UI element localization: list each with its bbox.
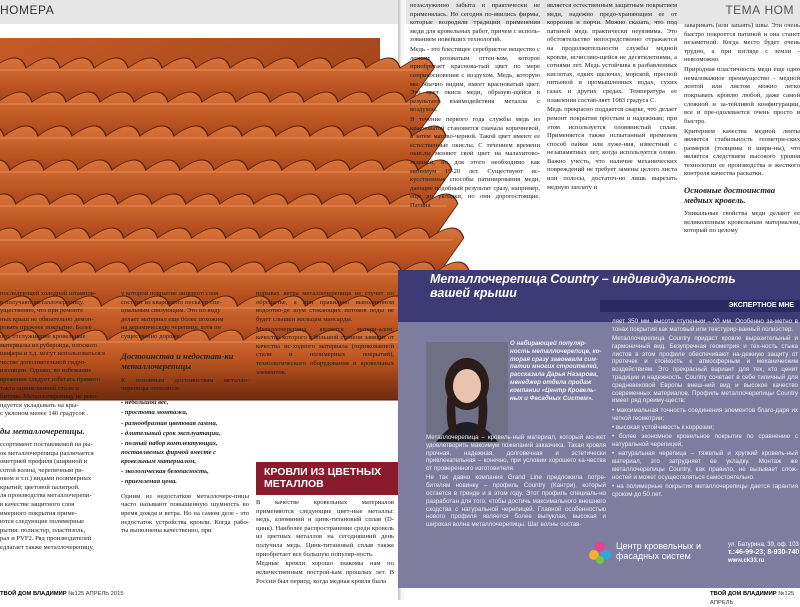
col1b-line-5: крытий; цветовой палитрой. <box>0 483 80 491</box>
company-address: ул. Батурина, 39, оф. 103 <box>728 542 799 548</box>
company-website: www.ck33.ru <box>728 558 765 564</box>
advertorial-title: Металлочерепица Country – индивидуальность вашей крыши <box>430 272 736 300</box>
left-column-2 <box>121 290 249 600</box>
left-column-1 <box>0 290 112 600</box>
company-name: Центр кровельных и фасадных систем <box>616 541 702 561</box>
section-title-right: ТЕМА НОМ <box>725 3 794 17</box>
col1b-line-9: ются следующие полимерные <box>0 518 85 526</box>
col1-line-2: ущественно, что при ремонте <box>0 307 84 315</box>
footer-right-brand: ТВОЙ ДОМ ВЛАДИМИР <box>710 591 777 597</box>
col1b-line-7: в качестве защитного слоя <box>0 501 75 509</box>
advertorial-quote: О набирающей популяр-ность металлочерепице, ко-торая сразу завоевала сим-патии многих строителей, рассказала Дарья Назарова, менеджер отдела продаж компании «Центр Кровель-ных и Фасадных Систем». <box>510 340 602 402</box>
advertorial-body-right <box>612 318 798 536</box>
section-heading-copper-pros: Основные достоинства медных кровель. <box>684 185 775 206</box>
rcol2-para-0: является естественным защитным покрытием меди, надежно предо-храняющим ее от коррозии и порчи. Можно сказать, что под патиной медь практически неуязвима. Это обстоятельство непосредственно отражается на продолжительности службы медной кровли, исчисляю-щейся не десятилетиями, а сотнями лет. Медь устойчива в разбавленных кислотах, едких щелочах, морской, пресной питьевой и промышленных водах, сухих газах и других средах. Температура ее плавления состав-ляет 1083 градуса С. <box>547 2 677 104</box>
col1-line-5: ого, отслужившие кровельные <box>0 332 86 340</box>
footer-left-issue: №125 АПРЕЛЬ 2015 <box>68 591 124 597</box>
pros-item-6: - приемлемая цена. <box>121 478 177 486</box>
pros-item-3: - длительный срок эксплуатации, <box>121 429 221 437</box>
col2-line-4: на керамическую черепицу, хотя он <box>121 324 221 332</box>
col1-line-0: последующей холодной штампов- <box>0 290 97 297</box>
manager-portrait <box>426 342 508 442</box>
advertorial-body-left <box>426 434 606 560</box>
section-heading-colored-metals: КРОВЛИ ИЗ ЦВЕТНЫХ МЕТАЛЛОВ <box>256 462 398 495</box>
col1b-line-1: ок металлочерепицы различается <box>0 449 94 457</box>
rcol1-para-0: незаслуженно забыта и практически не применялась. Но сегодня по-явились фирмы, которые возродили традиции применения меди для кровельных работ, причем с исполь-зованием новейших технологий. <box>410 2 540 44</box>
col1-line-7: шифера и т.д. могут использоваться в <box>0 350 106 358</box>
left-col3-paragraph <box>256 290 394 377</box>
pros-item-0: - небольшой вес, <box>121 398 169 406</box>
footer-right-issue: №125 АПРЕЛЬ <box>710 591 795 606</box>
left-col1b-paragraph <box>0 441 112 553</box>
col2-line-0: у которой покрытие лицевого слоя <box>121 290 219 297</box>
rcol3-para-0: заваривать (или запаять) швы. Эти очень быстро покроется патиной и она станет незаметной. Когда место будет очень трудно, а при взгляде с земли - невозможно. <box>684 22 800 64</box>
company-logo-icon <box>588 541 612 565</box>
section-heading-types: ды металлочерепицы. <box>0 425 85 436</box>
col2-line-5: существенно дороже. <box>121 332 182 340</box>
col1b-line-4: нком и т.п.) видами полимерных <box>0 475 92 483</box>
rcol3-para-1: Природная пластичность меди еще одно немаловажное преимущество - медной лентой или листом можно легко покрывать кровлю любой, даже самой сложной и за-тейливой конфигурации, все и пре-одолевается очень просто и быстро. <box>684 66 800 125</box>
rcol2-para-1: Медь прекрасно поддается сварке, что делает ремонт покрытия простым и надежным; при этом используется оловянистый сплав. Применяется также испытанный временем способ пайки или луже-ния, известный с незапамятных лет, когда используется олово. Важно учесть, что наличие механических повреждений не требует замены целого листа или полосы, достаточ-но лишь вырезать медную заплату и <box>547 106 677 191</box>
left-col1-paragraph <box>0 290 112 419</box>
col2-line-2: циальным связующим. Это по виду <box>121 307 221 315</box>
advertorial-body-right-text <box>612 318 798 499</box>
ad-right-para-5: • натуральная черепица – тяжелый и хрупкий кровель-ный материал, это затрудняет ее укладку. Монтаж же металлочерепицы Country, как правило, не вызывает слож-ностей и может осуществляться самостоятельно. <box>612 450 798 481</box>
right-column-1 <box>410 2 540 268</box>
col1-line-13: ндуется укладывать на кры- <box>0 401 79 409</box>
col1b-line-10: рытия: полиэстер, пластизоль, <box>0 526 86 534</box>
ad-right-para-3: • высокая устойчивость к коррозии; <box>612 423 714 431</box>
col3-para-1: Металлочерепица является матери-алом, качество которого в большой степени зависит от качества ис-ходного материала (оцинкованной стали и полимерных покрытий), технологического оборудования и кровельных элементов. <box>256 325 394 376</box>
left-column-3b <box>256 499 394 591</box>
left-col2-paragraph <box>121 290 249 342</box>
right-col1-paragraph <box>410 2 540 211</box>
left-col3b-paragraph <box>256 499 394 586</box>
right-col2-paragraph <box>547 2 677 192</box>
section-title-left: НОМЕРА <box>0 3 55 17</box>
col3b-para-0: В качестве кровельных материалов применяются следующие цвет-ные металлы: медь, алюминий и цинк-титановый сплав (D-цинк). Наиболее распространение среди кровель из цветных металлов на сегодняшний день получила медь. Цинк-титановый сплав также приобретает все большую популяр-ность. <box>256 499 394 558</box>
col1-line-1: о получают металлочерепицу. <box>0 298 84 306</box>
ad-left-para-0: Металлочерепица – кровель-ный материал, который мо-жет удовлетворить максимум пожеланий заказчика. Такая кровля прочная, надежная, долговечная и эстетически привлекательная – конечно, при условии хорошего ка-чества от проверенного изготовителя. <box>426 434 606 473</box>
ad-right-para-6: • на полимерные покрытия металлочерепицы дается гарантия сроком до 50 лет. <box>612 482 798 498</box>
col1-line-3: ных крыш не обязательно демон- <box>0 315 94 323</box>
col1b-line-3: сотой волны, черепичным ри- <box>0 466 84 474</box>
col1-line-9: изоляции. Однако, во избежание <box>0 367 92 375</box>
col1b-line-11: рал и PVF2. Ряд производителей <box>0 535 92 543</box>
col1-line-4: ровать прежнее покрытие. Более <box>0 324 92 332</box>
pros-list <box>121 399 249 487</box>
rcol3-para-2: Критерием качества медной ленты является стабильность геометри-ских размеров (толщины и шири-ны), что является следствием высокого уровня технологии ее производства и жесткого контроля качества раскатки. <box>684 127 800 178</box>
cons-paragraph: Одним из недостатков металлочере-пицы часто называют повышенную шумность во время дождя и ветра. Но на самом деле - это недостаток устройства кровли. Когда рабо-ты выполнены качественно, при <box>121 492 249 535</box>
col1-line-12: битума. Металлочерепицу не реко- <box>0 393 99 401</box>
right-column-3 <box>684 22 800 268</box>
footer-left-brand: ТВОЙ ДОМ ВЛАДИМИР <box>0 591 67 597</box>
ad-left-para-1: Не так давно компания Grand Line предложила потре-бителям новинку – профиль Country (Кантри), который остается в тренде и в этом году. Этот профиль специаль-но разработан для того, чтобы достичь максимального внешнего сходства с натуральной черепицей. Главной особенностью нового профиля является более выпуклая, высокая и широкая волна металлочерепицы. Шаг волны состав- <box>426 474 606 529</box>
roof-tile-photo <box>0 38 380 282</box>
col1b-line-0: ссортимент поставляемой на ры- <box>0 440 93 448</box>
pros-item-5: - экологическая безопасность, <box>121 467 209 475</box>
pros-item-1: - простота монтажа, <box>121 409 188 417</box>
col2-line-3: делает материал еще более похожим <box>121 315 224 323</box>
col1-line-14: с уклоном менее 140 градусов . <box>0 410 89 418</box>
col1-line-11: такта оцинкованной стали и <box>0 384 79 392</box>
right-column-2 <box>547 2 677 268</box>
col1-line-6: материалы из рубероида, плоского <box>0 341 98 349</box>
company-phone: т.:46-99-23; 8-930-740 <box>728 549 800 556</box>
col3b-para-1: Медные кровли хорошо знакомы нам по величественным построй-кам прошлых лет. В России был период, когда медная кровля была <box>256 560 394 585</box>
ad-right-para-1: Металлочерепица Country придаст кровле выразительный и гармоничный вид. Безупречная геометрия и тех-ность стыка листов в этом профиле обеспечивают на-дежную защиту от протечек и стойкость к атмосферным и механическим воздействиям. Это прекрасный вариант для тех, кто ценит традиции и надежность. Country сочетает в себе типичный для средневековой Европы внеш-ний вид и высокое качество современных материалов. Профиль металлочерепицы Country имеет ряд преиму-ществ: <box>612 335 798 405</box>
right-col3-paragraph <box>684 22 800 179</box>
rcol1-para-2: В течение первого года службы медь из красноватой становится сначала коричневой, а затем матово-черной. Такой цвет имеют ее естественные окислы. С течением времени окислы меняют свой цвет на малахитово-зеленый, но для этого необходимо как минимум 15-20 лет. Существуют ис-кусственные способы патинирования меди, дающие подобный результат сразу, например, еще до укладки, но они дорогостоящие. Патина <box>410 116 540 210</box>
pros-item-2: - разнообразная цветовая гамма, <box>121 419 218 427</box>
left-column-3 <box>256 290 394 460</box>
expert-opinion-strip: ЭКСПЕРТНОЕ МНЕ <box>600 300 800 312</box>
col1b-line-8: имерного покрытия приме- <box>0 509 77 517</box>
company-contacts <box>728 541 800 565</box>
col2-line-1: состоит из кварцевого песка со спе- <box>121 298 222 306</box>
pros-intro: К основным достоинствам металло-черепицы относятся: <box>121 376 249 393</box>
copper-pros-paragraph: Уникальные свойства меди делают ее великолепным кровельным материалом, который по целому <box>684 210 800 235</box>
footer-right <box>710 590 800 607</box>
ad-right-para-4: • более экономное кровельное покрытие по сравнению с натуральной черепицей; <box>612 433 798 448</box>
col1-line-8: честве дополнительной гидро- <box>0 358 87 366</box>
section-heading-pros-cons: Достоинства и недостат-ки металлочерепицы <box>121 350 234 371</box>
ad-right-para-0: ляет 350 мм, высота ступеньки - 20 мм. Особенно за-метно в тонах покрытия как матовый или текстурир-ванный полиэстер. <box>612 318 798 333</box>
advertorial-body-left-text <box>426 434 606 529</box>
ad-right-para-2: • максимальная точность соединения элементов благо-даря их четкой геометрии; <box>612 406 798 422</box>
col1b-line-12: едлагает также металлочерепицу, <box>0 544 94 552</box>
col3-para-0: порывах ветра металлочерепица не стучит по обрешетке, а при правильно выполненном водоотво-де шум стекающих потоков воды не будет слышен жильцам мансарды. <box>256 290 394 323</box>
pros-item-4: - полный набор комплектующих, поставляемых фирмой вместе с кровельным материалом, <box>121 440 218 465</box>
col1b-line-2: ометрией профиля (шириной и <box>0 458 88 466</box>
col1b-line-6: ля производства металлочерепи- <box>0 492 92 500</box>
rcol1-para-1: Медь - это блестящее серебристое вещество с легким розоватым оттен-ком, которое приобретает краснова-тый цвет по мере соприкосновения с воздухом. Медь, которую мы обычно видим, имеет красноватый цвет. Это цвет окиси меди, образую-щейся в результате взаимодействия металла с воздухом. <box>410 46 540 114</box>
col1-line-10: врежения следует избегать прямого <box>0 375 101 383</box>
footer-left <box>0 590 124 599</box>
